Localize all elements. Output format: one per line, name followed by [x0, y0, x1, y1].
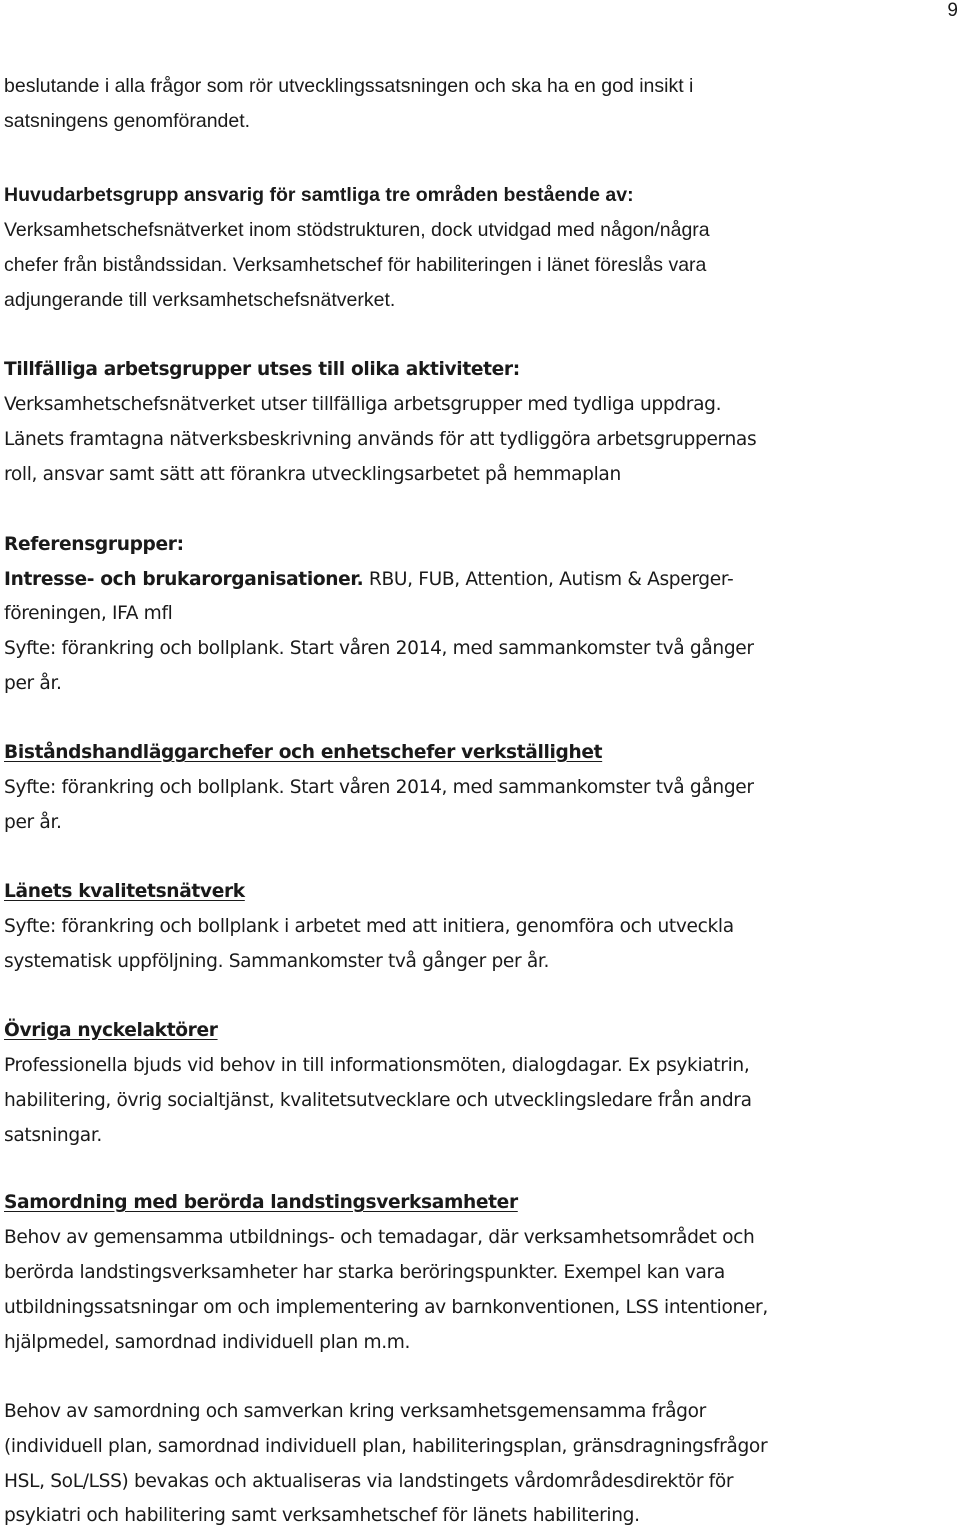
tillfalliga-line1: Verksamhetschefsnätverket utser tillfälliga arbetsgrupper med tydliga uppdrag. [4, 394, 722, 415]
page-number: 9 [947, 0, 958, 21]
ovriga-line1: Professionella bjuds vid behov in till informationsmöten, dialogdagar. Ex psykiatrin, [4, 1055, 750, 1076]
samordning-line1: Behov av gemensamma utbildnings- och temadagar, där verksamhetsområdet och [4, 1227, 755, 1248]
referens-line3: Syfte: förankring och bollplank. Start våren 2014, med sammankomster två gånger [4, 638, 754, 659]
samordning-heading: Samordning med berörda landstingsverksamheter [4, 1192, 518, 1213]
samverkan-line4: psykiatri och habilitering samt verksamhetschef för länets habilitering. [4, 1505, 640, 1526]
tillfalliga-heading: Tillfälliga arbetsgrupper utses till olika aktiviteter: [4, 359, 520, 380]
para1-line2: satsningens genomförandet. [4, 110, 251, 132]
samordning-line3: utbildningssatsningar om och implementering av barnkonventionen, LSS intentioner, [4, 1297, 768, 1318]
tillfalliga-line3: roll, ansvar samt sätt att förankra utvecklingsarbetet på hemmaplan [4, 464, 621, 485]
huvudarbetsgrupp-line1: Verksamhetschefsnätverket inom stödstrukturen, dock utvidgad med någon/några [4, 219, 710, 241]
tillfalliga-line2: Länets framtagna nätverksbeskrivning används för att tydliggöra arbetsgruppernas [4, 429, 757, 450]
referens-intresse-line [4, 562, 733, 597]
referens-line4: per år. [4, 673, 62, 694]
referens-heading: Referensgrupper: [4, 534, 184, 555]
samverkan-line1: Behov av samordning och samverkan kring verksamhetsgemensamma frågor [4, 1401, 706, 1422]
kvalitet-line2: systematisk uppföljning. Sammankomster två gånger per år. [4, 951, 550, 972]
huvudarbetsgrupp-line2: chefer från biståndssidan. Verksamhetschef för habiliteringen i länet föreslås vara [4, 254, 707, 276]
bistand-line1: Syfte: förankring och bollplank. Start våren 2014, med sammankomster två gånger [4, 777, 754, 798]
referens-line2: föreningen, IFA mfl [4, 603, 173, 624]
referens-intresse-bold: Intresse- och brukarorganisationer. [4, 569, 364, 590]
samverkan-line3: HSL, SoL/LSS) bevakas och aktualiseras via landstingets vårdområdesdirektör för [4, 1471, 734, 1492]
ovriga-line3: satsningar. [4, 1125, 102, 1146]
samordning-line2: berörda landstingsverksamheter har starka beröringspunkter. Exempel kan vara [4, 1262, 725, 1283]
ovriga-line2: habilitering, övrig socialtjänst, kvalitetsutvecklare och utvecklingsledare från andra [4, 1090, 752, 1111]
bistand-line2: per år. [4, 812, 62, 833]
kvalitet-line1: Syfte: förankring och bollplank i arbetet med att initiera, genomföra och utveckla [4, 916, 734, 937]
ovriga-heading: Övriga nyckelaktörer [4, 1020, 218, 1041]
samordning-line4: hjälpmedel, samordnad individuell plan m.m. [4, 1332, 411, 1353]
kvalitet-heading: Länets kvalitetsnätverk [4, 881, 245, 902]
huvudarbetsgrupp-line3: adjungerande till verksamhetschefsnätverket. [4, 289, 396, 311]
para1-line1: beslutande i alla frågor som rör utvecklingssatsningen och ska ha en god insikt i [4, 75, 694, 97]
referens-intresse-rest: RBU, FUB, Attention, Autism & Asperger- [363, 569, 734, 590]
huvudarbetsgrupp-heading: Huvudarbetsgrupp ansvarig för samtliga tre områden bestående av: [4, 184, 634, 206]
samverkan-line2: (individuell plan, samordnad individuell plan, habiliteringsplan, gränsdragningsfrågor [4, 1436, 768, 1457]
bistand-heading: Biståndshandläggarchefer och enhetschefer verkställighet [4, 742, 603, 763]
